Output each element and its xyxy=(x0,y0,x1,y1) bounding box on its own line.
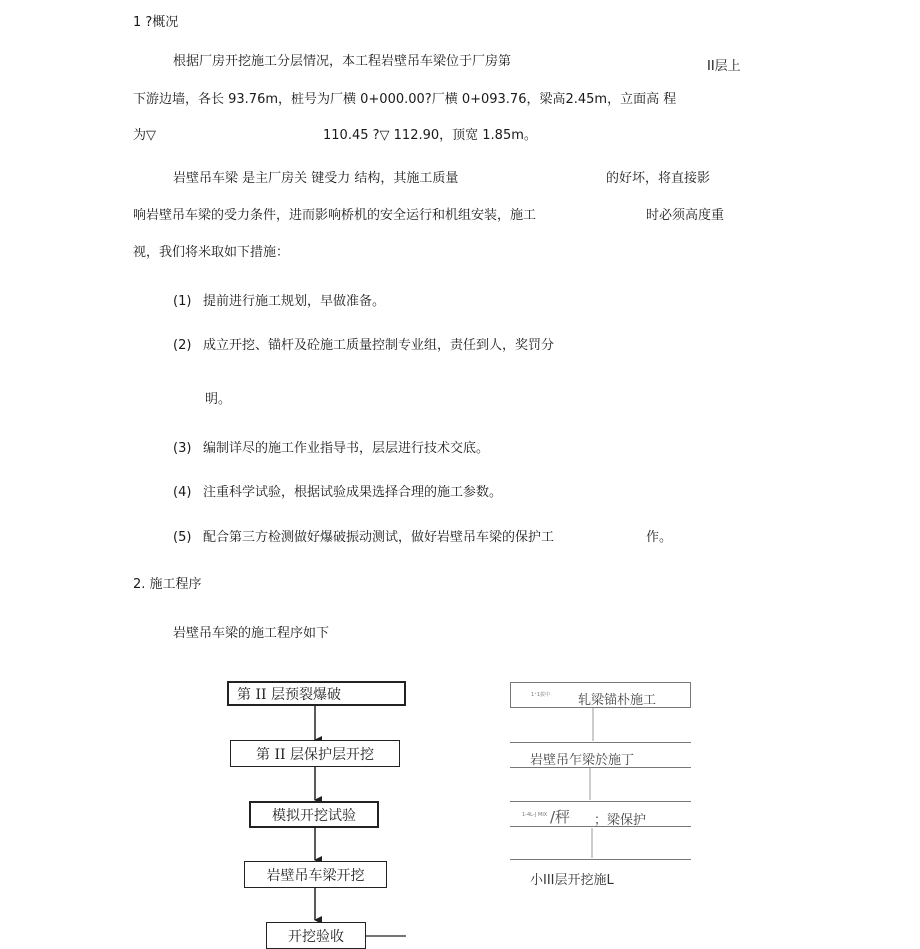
right-step-4 xyxy=(510,859,691,888)
flow-step-2: 第 II 层保护层开挖 xyxy=(230,740,400,767)
measure-4-num: (4) xyxy=(173,485,192,500)
right-step-3-small: 1-4L-J MIX xyxy=(522,812,548,818)
measure-2-cont: 明。 xyxy=(205,392,232,407)
para2-line1-left: 岩壁吊车梁 是主厂房关 键受力 结构，其施工质量 xyxy=(173,171,459,186)
measure-5-text: 配合第三方检测做好爆破振动测试，做好岩壁吊车梁的保护工 xyxy=(203,530,555,545)
right-step-3-label: ；梁保护 xyxy=(594,813,647,828)
right-step-1 xyxy=(510,682,691,708)
section2-intro: 岩壁吊车梁的施工程序如下 xyxy=(173,626,330,641)
para2-line2-right: 时必须高度重 xyxy=(646,208,725,223)
measure-1-num: (1) xyxy=(173,294,192,309)
section2-heading: 2. 施工程序 xyxy=(133,577,202,592)
flow-step-1: 第 II 层预裂爆破 xyxy=(227,681,406,706)
measure-5-tail: 作。 xyxy=(646,530,673,545)
measure-3-text: 编制详尽的施工作业指导书，层层进行技术交底。 xyxy=(203,441,490,456)
para2-line1-right: 的好坏，将直接影 xyxy=(606,171,711,186)
measure-2-num: (2) xyxy=(173,338,192,353)
measure-1-text: 提前进行施工规划，早做准备。 xyxy=(203,294,386,309)
para1-line1-right: II层上 xyxy=(707,59,741,74)
right-step-3-glyph: /秤 xyxy=(550,808,571,826)
measure-5-num: (5) xyxy=(173,530,192,545)
para1-line1: 根据厂房开挖施工分层情况，本工程岩壁吊车梁位于厂房第 xyxy=(173,54,512,69)
measure-4-text: 注重科学试验，根据试验成果选择合理的施工参数。 xyxy=(203,485,503,500)
right-step-1-label: 轧梁锚朴施工 xyxy=(578,693,657,708)
para2-line2-left: 响岩壁吊车梁的受力条件，进而影响桥机的安全运行和机组安装，施工 xyxy=(133,208,537,223)
right-step-3 xyxy=(510,801,691,827)
para2-line3: 视，我们将米取如下措施： xyxy=(133,245,290,260)
para1-line2: 下游边墙，各长 93.76m，桩号为厂横 0+000.00?厂横 0+093.76，梁高2.45m，立面高 程 xyxy=(133,92,677,107)
para1-line3-right: 110.45 ?▽ 112.90，顶宽 1.85m。 xyxy=(323,128,537,143)
right-step-2-label: 岩壁吊乍梁於施丁 xyxy=(530,753,635,768)
section1-heading: 1 ?概况 xyxy=(133,15,179,30)
flow-step-4: 岩壁吊车梁开挖 xyxy=(244,861,387,888)
right-step-2 xyxy=(510,742,691,768)
right-step-4-label: 小III层开挖施L xyxy=(530,873,614,888)
para1-line3-left: 为▽ xyxy=(133,128,156,143)
measure-3-num: (3) xyxy=(173,441,192,456)
right-step-1-small: 1⁺1拔中 xyxy=(531,692,551,698)
flow-step-3: 模拟开挖试验 xyxy=(249,801,379,828)
flow-step-5: 开挖验收 xyxy=(266,922,366,949)
measure-2-text: 成立开挖、锚杆及砼施工质量控制专业组，责任到人，奖罚分 xyxy=(203,338,555,353)
